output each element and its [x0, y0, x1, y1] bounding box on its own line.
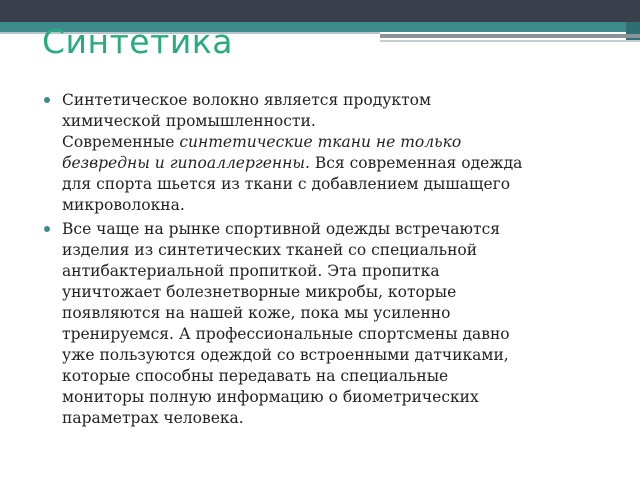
header-corner-accent [626, 22, 640, 42]
italic-text-segment: синтетические ткани не только [179, 133, 462, 151]
text-line: микроволокна. [62, 196, 185, 214]
bullet-item-antibacterial-fabrics [44, 219, 600, 429]
slide-title: Синтетика [42, 22, 233, 61]
text-line: Синтетическое волокно является продуктом [62, 91, 432, 109]
text-segment: Современные [62, 133, 180, 151]
text-line: мониторы полную информацию о биометрических [62, 388, 479, 406]
text-line: антибактериальной пропиткой. Эта пропитка [62, 262, 440, 280]
bullet-dot-icon [44, 226, 50, 232]
slide-body [44, 90, 600, 432]
text-line [62, 132, 600, 153]
bullet-dot-icon [44, 97, 50, 103]
text-line: Все чаще на рынке спортивной одежды встречаются [62, 220, 501, 238]
text-segment: Вся современная одежда [309, 154, 523, 172]
text-line: параметрах человека. [62, 409, 244, 427]
text-line: химической промышленности. [62, 112, 316, 130]
text-line: для спорта шьется из ткани с добавлением дышащего [62, 175, 511, 193]
text-line: которые способны передавать на специальные [62, 367, 449, 385]
italic-text-segment: безвредны и гипоаллергенны. [62, 154, 310, 172]
text-line: тренируемся. А профессиональные спортсмены давно [62, 325, 510, 343]
header-rule-right-thick [380, 34, 640, 38]
text-line [62, 153, 600, 174]
text-line: уже пользуются одеждой со встроенными датчиками, [62, 346, 509, 364]
header-rule-right-thin [380, 40, 640, 42]
text-line: появляются на нашей коже, пока мы усиленно [62, 304, 451, 322]
text-line: изделия из синтетических тканей со специальной [62, 241, 478, 259]
bullet-item-synthetic-fiber [44, 90, 600, 216]
text-line: уничтожает болезнетворные микробы, которые [62, 283, 457, 301]
header-dark-band [0, 0, 640, 22]
